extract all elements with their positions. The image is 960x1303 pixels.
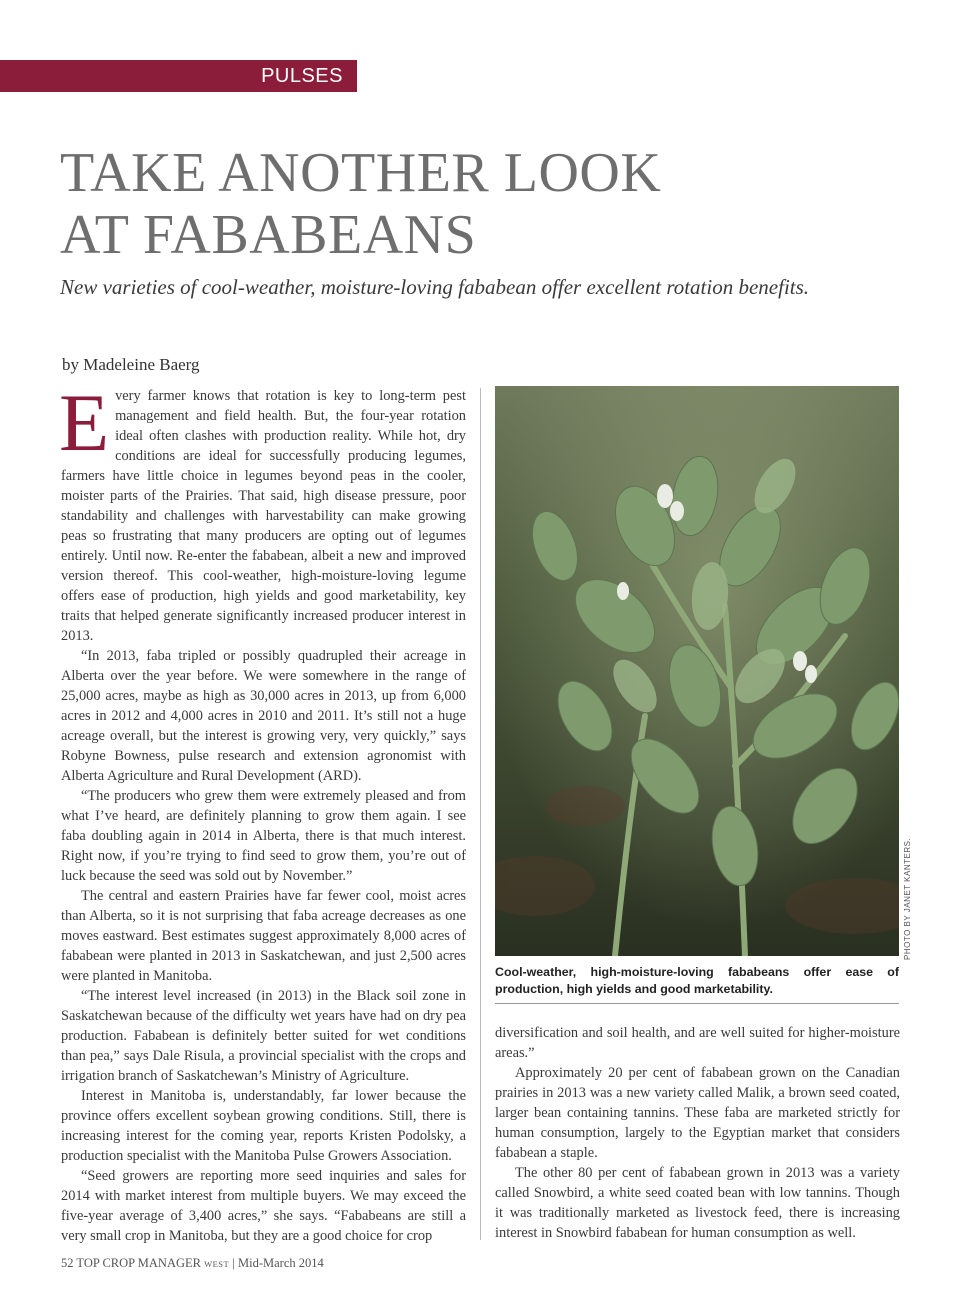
page-number: 52 bbox=[61, 1256, 74, 1270]
paragraph: “The producers who grew them were extremely pleased and from what I’ve heard, are definitely planning to grow them again. I see faba doubling again in 2014 in Alberta, there is that much interest. Right now, if you’re trying to find seed to grow them, you’re out of luck because the seed was sold out by November.” bbox=[61, 788, 466, 884]
drop-cap: E bbox=[59, 377, 110, 468]
title-line-2: AT FABABEANS bbox=[60, 204, 477, 266]
paragraph: diversification and soil health, and are well suited for higher-moisture areas.” bbox=[495, 1025, 900, 1061]
fababean-plant-image bbox=[495, 386, 899, 956]
section-label: PULSES bbox=[261, 64, 343, 87]
footer-separator: | bbox=[232, 1256, 235, 1270]
paragraph: “In 2013, faba tripled or possibly quadrupled their acreage in Alberta over the year before. We were somewhere in the range of 25,000 acres, maybe as high as 30,000 acres in 2013, up from 6,000 acres in 2012 and 4,000 acres in 2010 and 2011. It’s still not a huge acreage overall, but the interest is growing very, very quickly,” says Robyne Bowness, pulse research and extension agronomist with Alberta Agriculture and Rural Development (ARD). bbox=[61, 648, 466, 784]
photo-credit: PHOTO BY JANET KANTERS. bbox=[903, 837, 912, 960]
fababean-photo bbox=[495, 386, 899, 956]
byline: by Madeleine Baerg bbox=[62, 355, 200, 374]
magazine-name: TOP CROP MANAGER bbox=[76, 1256, 201, 1270]
page-footer bbox=[61, 1256, 324, 1271]
magazine-edition: WEST bbox=[204, 1259, 230, 1269]
paragraph: “The interest level increased (in 2013) in the Black soil zone in Saskatchewan because of the difficulty wet years have had on dry pea production. Fababean is definitely better suited for wet conditions than pea,” says Dale Risula, a provincial specialist with the crops and irrigation branch of Saskatchewan’s Ministry of Agriculture. bbox=[61, 988, 466, 1084]
paragraph: Interest in Manitoba is, understandably, far lower because the province offers excellent soybean growing conditions. Still, there is increasing interest for the coming year, reports Kristen Podolsky, a production specialist with the Manitoba Pulse Growers Association. bbox=[61, 1088, 466, 1164]
paragraph: The other 80 per cent of fababean grown in 2013 was a variety called Snowbird, a white seed coated bean with low tannins. Though it was traditionally marketed as livestock feed, there is increasing interest in Snowbird fababean for human consumption as well. bbox=[495, 1165, 900, 1241]
paragraph: The central and eastern Prairies have far fewer cool, moist acres than Alberta, so it is not surprising that faba acreage decreases as one moves eastward. Best estimates suggest approximately 8,000 acres of fababean were planted in 2013 in Saskatchewan, and just 2,500 acres were planted in Manitoba. bbox=[61, 888, 466, 984]
photo-caption: Cool-weather, high-moisture-loving fababeans offer ease of production, high yields and good marketability. bbox=[495, 965, 899, 996]
caption-rule bbox=[495, 1003, 899, 1004]
title-line-1: TAKE ANOTHER LOOK bbox=[60, 142, 662, 204]
article-subtitle: New varieties of cool-weather, moisture-loving fababean offer excellent rotation benefits. bbox=[60, 275, 810, 299]
article-title bbox=[60, 142, 661, 266]
issue-date: Mid-March 2014 bbox=[238, 1256, 324, 1270]
column-divider bbox=[480, 388, 481, 1240]
left-column bbox=[59, 377, 466, 1246]
paragraph: “Seed growers are reporting more seed inquiries and sales for 2014 with market interest from multiple buyers. We may exceed the five-year average of 3,400 acres,” she says. “Fababeans are still a very small crop in Manitoba, but they are a good choice for crop bbox=[61, 1168, 466, 1244]
section-banner bbox=[0, 60, 357, 92]
paragraph: Every farmer knows that rotation is key to long-term pest management and field health. But, the four-year rotation ideal often clashes with production reality. While hot, dry conditions are ideal for successfully producing legumes, farmers have little choice in legumes beyond peas in the cooler, moister parts of the Prairies. That said, high disease pressure, poor standability and challenges with harvestability can make growing peas so frustrating that many producers are opting out of legumes entirely. Until now. Re-enter the fababean, albeit a new and improved version thereof. This cool-weather, high-moisture-loving legume offers ease of production, high yields and good marketability, key traits that helped generate significantly increased producer interest in 2013. bbox=[59, 377, 466, 644]
paragraph: Approximately 20 per cent of fababean grown on the Canadian prairies in 2013 was a new variety called Malik, a brown seed coated, larger bean containing tannins. These faba are marketed strictly for human consumption, largely to the Egyptian market that considers fababean a staple. bbox=[495, 1065, 900, 1161]
right-column bbox=[495, 1023, 900, 1243]
